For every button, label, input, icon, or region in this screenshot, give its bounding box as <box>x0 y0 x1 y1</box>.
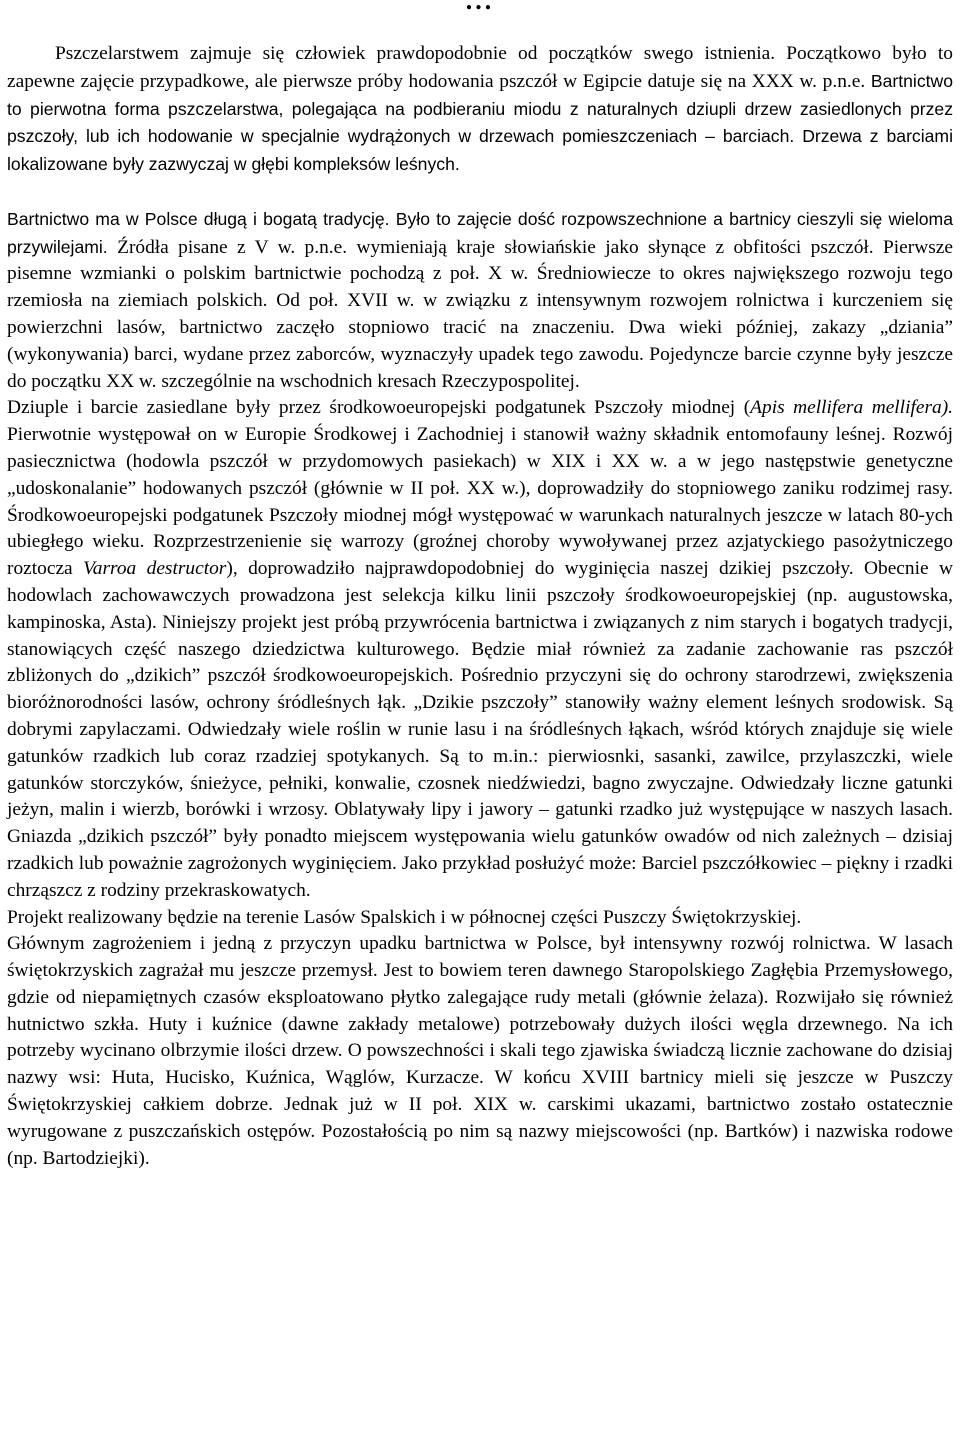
text-segment: Źródła pisane z V w. p.n.e. wymieniają kraje słowiańskie jako słynące z obfitości pszczół. Pierwsze pisemne wzmianki o polskim bartnictwie pochodzą z poł. X w. Średniowiecze to okres największego rozwoju tego rzemiosła na ziemiach polskich. Od poł. XVII w. w związku z intensywnym rozwojem rolnictwa i kurczeniem się powierzchni lasów, bartnictwo zaczęło stopniowo tracić na znaczeniu. Dwa wieki później, zakazy „dziania” (wykonywania) barci, wydane przez zaborców, wyznaczyły upadek tego zawodu. Pojedyncze barcie czynne były jeszcze do początku XX w. szczególnie na wschodnich kresach Rzeczypospolitej. <box>7 236 953 392</box>
paragraph-project-location <box>7 905 953 932</box>
paragraph-beekeeping-origins <box>7 41 953 179</box>
text-segment: Bartnictwo ma w Polsce długą i bogatą tradycję. Było to zajęcie dość rozpowszechnione a bartnicy cieszyli się wieloma przywilejami. <box>7 208 953 257</box>
text-segment: Bartnictwo to pierwotna forma pszczelarstwa, polegająca na podbieraniu miodu z naturalnych dziupli drzew zasiedlonych przez pszczoły, lub ich hodowanie w specjalnie wydrążonych w drzewach pomieszczeniach – barciach. Drzewa z barciami lokalizowane były zazwyczaj w głębi kompleksów leśnych. <box>7 70 953 175</box>
page-continuation-ellipsis: ... <box>465 0 495 15</box>
text-segment: Dziuple i barcie zasiedlane były przez środkowoeuropejski podgatunek Pszczoły miodnej ( <box>7 397 751 419</box>
paragraph-threats <box>7 931 953 1172</box>
paragraph-polish-tradition <box>7 206 953 396</box>
paragraph-central-european-bee <box>7 395 953 904</box>
text-segment: Głównym zagrożeniem i jedną z przyczyn upadku bartnictwa w Polsce, był intensywny rozwój rolnictwa. W lasach świętokrzyskich zagrażał mu jeszcze przemysł. Jest to bowiem teren dawnego Staropolskiego Zagłębia Przemysłowego, gdzie od niepamiętnych czasów eksploatowano płytko zalegające rudy metali (głównie żelaza). Rozwijało się również hutnictwo szkła. Huty i kuźnice (dawne zakłady metalowe) potrzebowały dużych ilości węgla drzewnego. Na ich potrzeby wycinano olbrzymie ilości drzew. O powszechności i skali tego zjawiska świadczą licznie zachowane do dzisiaj nazwy wsi: Huta, Hucisko, Kuźnica, Wąglów, Kurzacze. W końcu XVIII bartnicy mieli się jeszcze w Puszczy Świętokrzyskiej całkiem dobrze. Jednak już w II poł. XIX w. carskimi ukazami, bartnictwo zostało ostatecznie wyrugowane z puszczańskich ostępów. Pozostałością po nim są nazwy miejscowości (np. Bartków) i nazwiska rodowe (np. Bartodziejki). <box>7 933 953 1169</box>
species-name-italic: Apis mellifera mellifera). <box>750 397 954 419</box>
text-segment: Pierwotnie występował on w Europie Środkowej i Zachodniej i stanowił ważny składnik entomofauny leśnej. Rozwój pasiecznictwa (hodowla pszczół w przydomowych pasiekach) w XIX i XX w. a w jego następstwie genetyczne „udoskonalanie” hodowanych pszczół (głównie w II poł. XX w.), doprowadziły do stopniowego zaniku rodzimej rasy. Środkowoeuropejski podgatunek Pszczoły miodnej mógł występować w warunkach naturalnych jeszcze w latach 80-ych ubiegłego wieku. Rozprzestrzenienie się warrozy (groźnej choroby wywoływanej przez azjatyckiego pasożytniczego roztocza <box>7 424 953 580</box>
species-name-italic: Varroa destructor <box>83 558 227 580</box>
document-body <box>7 41 953 1172</box>
text-segment: ), doprowadziło najprawdopodobniej do wyginięcia naszej dzikiej pszczoły. Obecnie w hodowlach zachowawczych prowadzona jest selekcja kilku linii pszczoły środkowoeuropejskiej (np. augustowska, kampinoska, Asta). Niniejszy projekt jest próbą przywrócenia bartnictwa i związanych z nim starych i bogatych tradycji, stanowiących część naszego dziedzictwa kulturowego. Będzie miał również za zadanie zachowanie ras pszczół zbliżonych do „dzikich” pszczół środkowoeuropejskich. Pośrednio przyczyni się do ochrony starodrzewi, zwiększenia bioróżnorodności lasów, ochrony śródleśnych łąk. „Dzikie pszczoły” stanowiły ważny element leśnych srodowisk. Są dobrymi zapylaczami. Odwiedzały wiele roślin w runie lasu i na śródleśnych łąkach, wśród których znajduje się wiele gatunków rzadkich lub coraz rzadziej spotykanych. Są to m.in.: pierwiosnki, sasanki, zawilce, przylaszczki, wiele gatunków storczyków, śnieżyce, pełniki, konwalie, czosnek niedźwiedzi, bagno zwyczajne. Odwiedzały liczne gatunki jeżyn, malin i wierzb, borówki i wrzosy. Oblatywały lipy i jawory – gatunki rzadko już występujące w naszych lasach. Gniazda „dzikich pszczół” były ponadto miejscem występowania wielu gatunków owadów od nich zależnych – dzisiaj rzadkich lub poważnie zagrożonych wyginięciem. Jako przykład posłużyć może: Barciel pszczółkowiec – piękny i rzadki chrząszcz z rodziny przekraskowatych. <box>7 558 954 901</box>
text-segment: Pszczelarstwem zajmuje się człowiek prawdopodobnie od początków swego istnienia. Początkowo było to zapewne zajęcie przypadkowe, ale pierwsze próby hodowania pszczół w Egipcie datuje się na XXX w. p.n.e. <box>7 43 953 92</box>
text-segment: Projekt realizowany będzie na terenie Lasów Spalskich i w północnej części Puszczy Świętokrzyskiej. <box>7 906 802 928</box>
